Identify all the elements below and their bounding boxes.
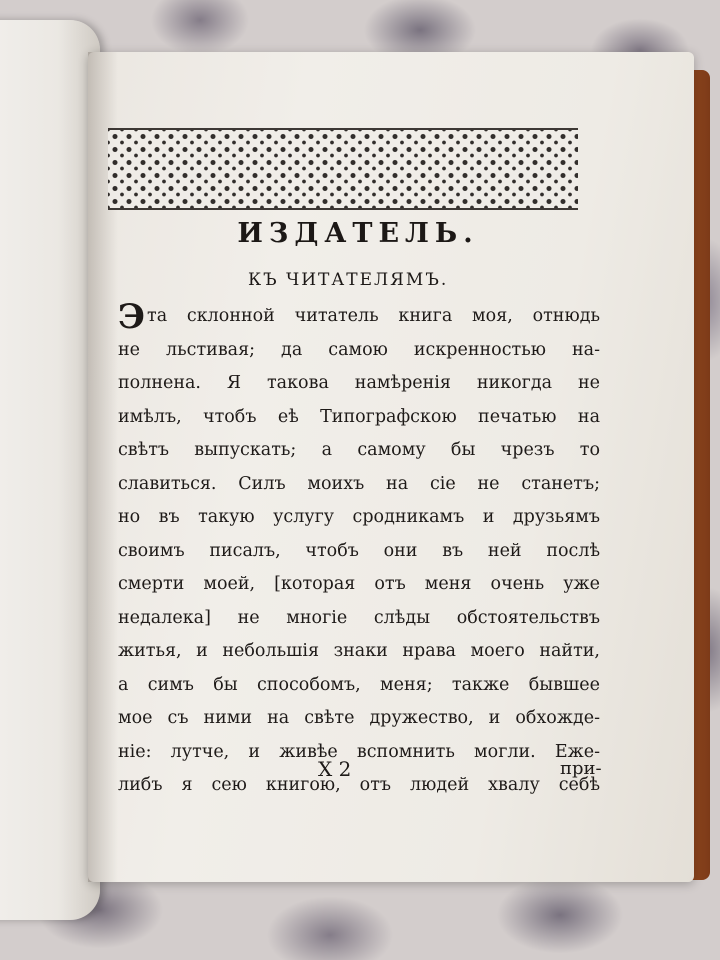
previous-page-edge — [0, 20, 100, 920]
text-line: но въ такую услугу сродникамъ и друзьямъ — [118, 507, 600, 527]
page-subheading: КЪ ЧИТАТЕЛЯМЪ. — [248, 270, 449, 290]
page-heading: ИЗДАТЕЛЬ. — [237, 218, 479, 249]
signature-mark: Х 2 — [318, 757, 352, 781]
text-line: мое съ ними на свѣте дружество, и обхожде- — [118, 708, 600, 728]
text-line: либъ я сею книгою, отъ людей хвалу себѣ — [118, 775, 600, 795]
text-line: смерти моей, [которая отъ меня очень уже — [118, 574, 600, 594]
text-line: славиться. Силъ моихъ на сіе не станетъ; — [118, 473, 600, 494]
text-line: свѣтъ выпускать; а самому бы чрезъ то — [118, 440, 600, 460]
text-line: Эта склонной читатель книга моя, отнюдь — [118, 300, 600, 334]
text-line: своимъ писалъ, чтобъ они въ ней послѣ — [118, 540, 600, 561]
body-text — [118, 300, 600, 803]
drop-capital: Э — [118, 300, 146, 334]
text-line: полнена. Я такова намѣренія никогда не — [118, 373, 600, 393]
text-line: житья, и небольшія знаки нрава моего найти, — [118, 641, 600, 661]
ornamental-headpiece — [108, 128, 578, 210]
text-line: не льстивая; да самою искренностью на- — [118, 339, 600, 360]
text-line: недалека] не многіе слѣды обстоятельствъ — [118, 607, 600, 628]
text-line: а симъ бы способомъ, меня; также бывшее — [118, 674, 600, 695]
catchword: при- — [560, 758, 602, 779]
text-line: ніе: лутче, и живѣе вспомнить могли. Ежe- — [118, 741, 600, 762]
text-line: имѣлъ, чтобъ еѣ Типографскою печатью на — [118, 406, 600, 427]
